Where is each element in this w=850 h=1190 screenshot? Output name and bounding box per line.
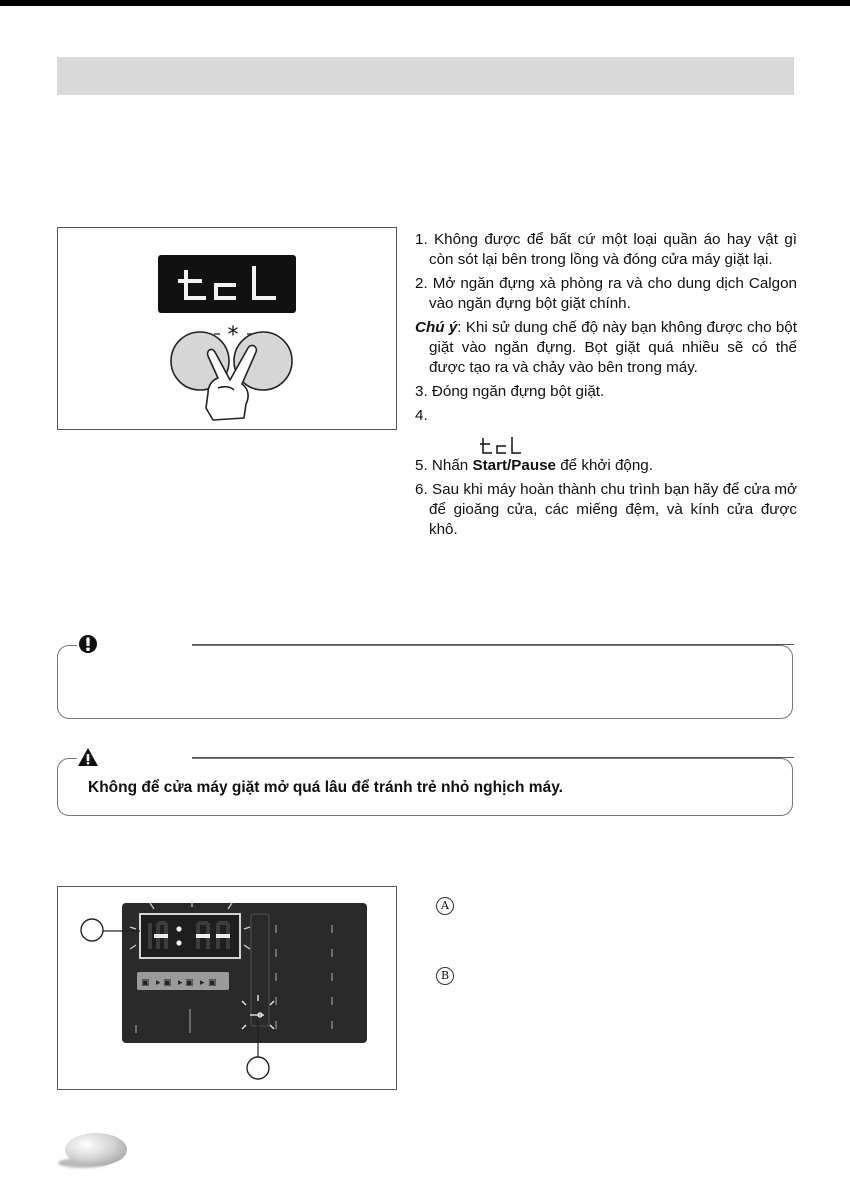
callout-a [81,919,103,941]
svg-text:▸: ▸ [200,978,205,988]
display-press-illustration [58,228,395,428]
warning-triangle-icon [77,746,99,768]
svg-text:▸: ▸ [178,978,183,988]
instruction-steps [415,230,797,544]
exclamation-circle-icon [77,633,99,655]
warning-text: Không để cửa máy giặt mở quá lâu để tránh trẻ nhỏ nghịch máy. [88,779,563,796]
svg-text:▣: ▣ [208,978,217,988]
page-number-badge [65,1133,127,1166]
control-panel-drawing [58,887,395,1088]
step-5: 5. Nhấn Start/Pause để khởi động. [415,457,653,474]
svg-text:▣: ▣ [185,978,194,988]
step-2: 2. Mở ngăn đựng xà phòng ra và cho dung dịch Calgon vào ngăn đựng bột giặt chính. [415,275,797,312]
caution-box [57,645,793,719]
step-6: 6. Sau khi máy hoàn thành chu trình bạn hãy để cửa mở để gioăng cửa, các miếng đệm, và kính cửa được khô. [415,481,797,538]
tcl-illustration [57,227,397,430]
asterisk-icon: * [227,323,239,348]
svg-text:▣: ▣ [163,978,172,988]
step-4: 4. [415,407,428,424]
caution-rule [192,644,794,645]
step-note: Chú ý: Khi sử dung chế độ này bạn không được cho bột giặt vào ngăn đựng. Bọt giặt quá nhiều sẽ có thể được tạo ra và chảy vào bên trong máy. [415,319,797,376]
header-bar [57,57,794,95]
legend-b: B [436,967,454,985]
svg-text:▸: ▸ [156,978,161,988]
control-panel-illustration [57,886,397,1090]
tcl-small-glyph [479,434,539,458]
top-rule [0,0,850,6]
step-1: 1. Không được để bất cứ một loại quần áo hay vật gì còn sót lại bên trong lồng và đóng cửa máy giặt lại. [415,231,797,268]
step-3: 3. Đóng ngăn đựng bột giặt. [415,383,605,400]
svg-text:▣: ▣ [141,978,150,988]
step-4-display [415,430,797,456]
legend-a: A [436,897,454,915]
warning-rule [192,757,794,758]
callout-b [247,1057,269,1079]
warning-box [57,758,793,816]
